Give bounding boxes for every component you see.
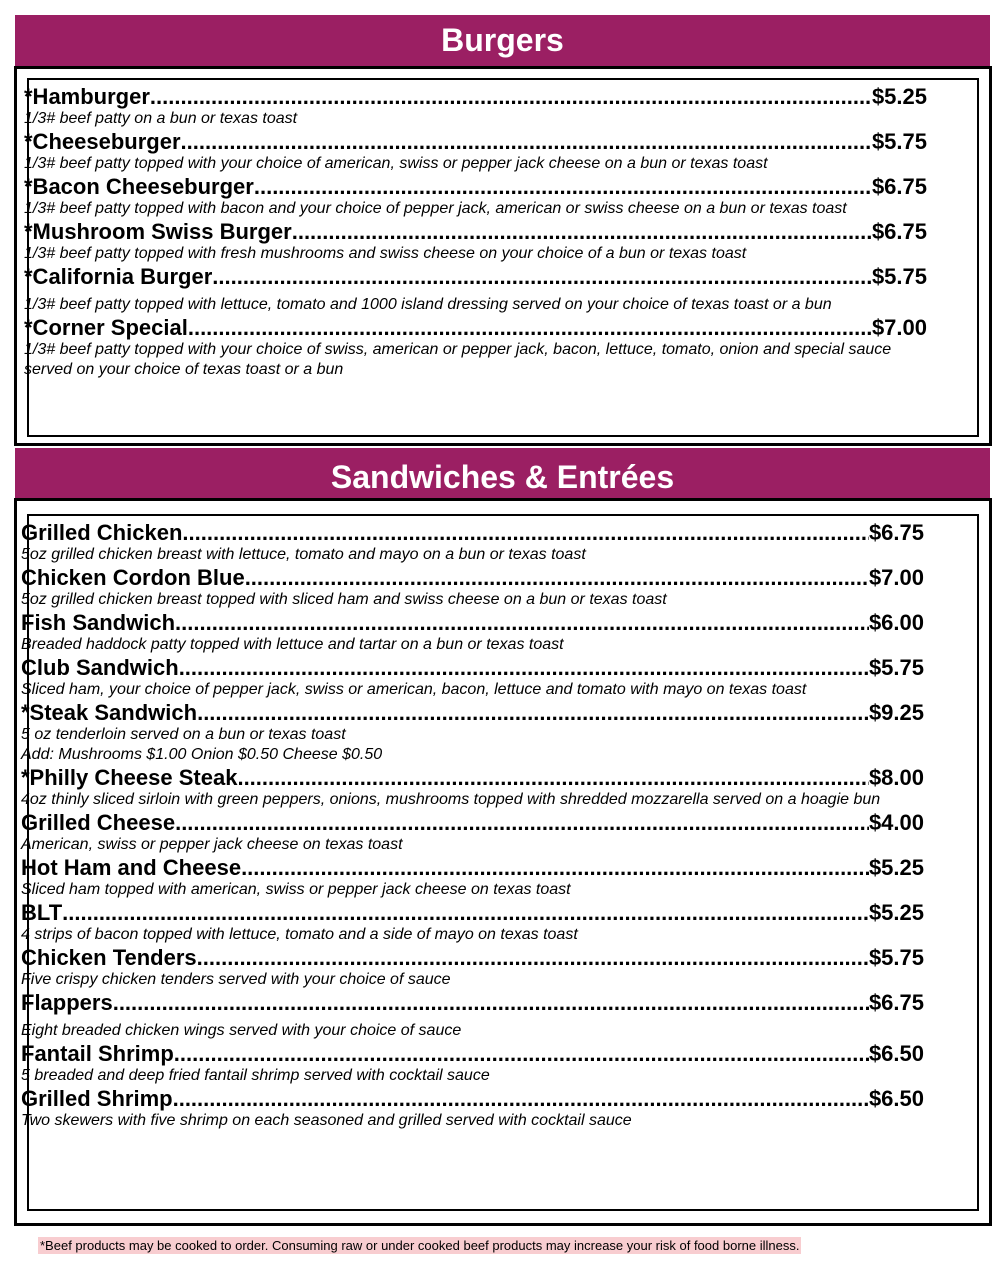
menu-item-name: Grilled Chicken [21, 520, 183, 545]
menu-item-description: Sliced ham topped with american, swiss or pepper jack cheese on texas toast [21, 881, 571, 898]
menu-item-name: *California Burger [24, 264, 213, 289]
menu-item-line [21, 990, 924, 1015]
menu-item-description: Add: Mushrooms $1.00 Onion $0.50 Cheese $0.50 [21, 746, 383, 763]
menu-item [21, 520, 924, 565]
menu-item-description: 4 strips of bacon topped with lettuce, tomato and a side of mayo on texas toast [21, 926, 578, 943]
menu-item-description: 5 oz tenderloin served on a bun or texas toast [21, 726, 346, 743]
menu-item-price: $6.50 [868, 1041, 924, 1066]
menu-item-description: 1/3# beef patty topped with bacon and your choice of pepper jack, american or swiss cheese on a bun or texas toast [24, 200, 847, 217]
menu-item-description: 1/3# beef patty topped with your choice of swiss, american or pepper jack, bacon, lettuce, tomato, onion and special sauce served on your choice of texas toast or a bun [24, 341, 892, 378]
menu-item-line [21, 945, 924, 970]
dot-leader [292, 219, 872, 244]
dot-leader [197, 945, 869, 970]
dot-leader [150, 84, 872, 109]
menu-item-price: $6.75 [868, 520, 924, 545]
dot-leader [175, 810, 869, 835]
dot-leader [245, 565, 869, 590]
menu-item-line [24, 219, 927, 244]
dot-leader [62, 900, 869, 925]
dot-leader [197, 700, 869, 725]
menu-item-name: Grilled Cheese [21, 810, 176, 835]
menu-item-description: 1/3# beef patty on a bun or texas toast [24, 110, 298, 127]
menu-item-line [24, 264, 927, 289]
menu-item-name: Chicken Cordon Blue [21, 565, 245, 590]
menu-item-line [21, 810, 924, 835]
menu-item-price: $8.00 [868, 765, 924, 790]
menu-item-description: 1/3# beef patty topped with fresh mushrooms and swiss cheese on your choice of a bun or texas toast [24, 245, 747, 262]
menu-item-name: *Philly Cheese Steak [21, 765, 238, 790]
menu-item-name: *Mushroom Swiss Burger [24, 219, 292, 244]
menu-item [21, 765, 924, 810]
menu-item-price: $5.25 [871, 84, 927, 109]
menu-item-line [21, 610, 924, 635]
dot-leader [179, 655, 869, 680]
menu-item-name: BLT [21, 900, 63, 925]
menu-item-line [21, 765, 924, 790]
sandwiches-section-header: Sandwiches & Entrées [15, 448, 990, 498]
menu-item-price: $6.00 [868, 610, 924, 635]
menu-item [21, 565, 924, 610]
menu-item-line [24, 84, 927, 109]
menu-item-price: $6.75 [871, 174, 927, 199]
menu-item-description: Breaded haddock patty topped with lettuce and tartar on a bun or texas toast [21, 636, 564, 653]
menu-item-price: $4.00 [868, 810, 924, 835]
menu-item-description: Eight breaded chicken wings served with your choice of sauce [21, 1022, 462, 1039]
menu-item-description: Sliced ham, your choice of pepper jack, swiss or american, bacon, lettuce and tomato with mayo on texas toast [21, 681, 807, 698]
dot-leader [174, 1041, 869, 1066]
menu-item-description: 1/3# beef patty topped with your choice of american, swiss or pepper jack cheese on a bun or texas toast [24, 155, 768, 172]
dot-leader [113, 990, 869, 1015]
menu-item-description: 5 breaded and deep fried fantail shrimp served with cocktail sauce [21, 1067, 490, 1084]
menu-item [24, 84, 927, 129]
menu-item-name: *Hamburger [24, 84, 150, 109]
dot-leader [254, 174, 872, 199]
menu-item-description: Two skewers with five shrimp on each seasoned and grilled served with cocktail sauce [21, 1112, 632, 1129]
menu-item-price: $5.75 [871, 129, 927, 154]
menu-item [24, 129, 927, 174]
menu-item-line [21, 655, 924, 680]
menu-item-name: *Corner Special [24, 315, 188, 340]
dot-leader [237, 765, 868, 790]
menu-item-line [24, 174, 927, 199]
menu-item-price: $6.75 [868, 990, 924, 1015]
menu-item-name: *Steak Sandwich [21, 700, 198, 725]
menu-item-price: $5.75 [871, 264, 927, 289]
allergy-footnote: *Beef products may be cooked to order. Consuming raw or under cooked beef products may increase your risk of food borne illness. [40, 1238, 800, 1253]
menu-item-name: *Bacon Cheeseburger [24, 174, 254, 199]
menu-item-price: $7.00 [868, 565, 924, 590]
menu-item-line [21, 1041, 924, 1066]
menu-item-description: 5oz grilled chicken breast topped with sliced ham and swiss cheese on a bun or texas toast [21, 591, 667, 608]
menu-item [21, 1086, 924, 1131]
dot-leader [188, 315, 872, 340]
menu-item-name: Chicken Tenders [21, 945, 197, 970]
menu-item-description: Five crispy chicken tenders served with your choice of sauce [21, 971, 451, 988]
menu-item-price: $5.75 [868, 655, 924, 680]
menu-item [21, 700, 924, 765]
menu-item-description: 1/3# beef patty topped with lettuce, tomato and 1000 island dressing served on your choice of texas toast or a bun [24, 296, 832, 313]
menu-item-line [21, 520, 924, 545]
dot-leader [175, 610, 869, 635]
menu-item [24, 219, 927, 264]
menu-item-description: 5oz grilled chicken breast with lettuce, tomato and mayo on a bun or texas toast [21, 546, 586, 563]
menu-item-line [21, 700, 924, 725]
menu-item-price: $5.25 [868, 900, 924, 925]
menu-item-name: Fantail Shrimp [21, 1041, 174, 1066]
menu-item [21, 855, 924, 900]
burgers-item-list [24, 84, 927, 380]
menu-item-name: Grilled Shrimp [21, 1086, 173, 1111]
menu-item [21, 655, 924, 700]
menu-item-price: $5.75 [868, 945, 924, 970]
menu-item-name: Flappers [21, 990, 113, 1015]
menu-item [21, 945, 924, 990]
menu-item-price: $6.75 [871, 219, 927, 244]
menu-item-line [24, 129, 927, 154]
menu-item-name: *Cheeseburger [24, 129, 181, 154]
dot-leader [181, 129, 872, 154]
menu-item-name: Fish Sandwich [21, 610, 176, 635]
menu-item [21, 610, 924, 655]
menu-item-line [21, 900, 924, 925]
dot-leader [241, 855, 869, 880]
burgers-menu-box [14, 66, 992, 446]
menu-item [24, 264, 927, 315]
menu-item-price: $9.25 [868, 700, 924, 725]
menu-item-line [21, 565, 924, 590]
sandwiches-item-list [21, 520, 924, 1131]
sandwiches-menu-box [14, 498, 992, 1226]
menu-item-line [21, 1086, 924, 1111]
menu-item-price: $5.25 [868, 855, 924, 880]
menu-item [21, 810, 924, 855]
dot-leader [182, 520, 869, 545]
menu-item [21, 900, 924, 945]
dot-leader [212, 264, 872, 289]
menu-item-price: $7.00 [871, 315, 927, 340]
menu-item [24, 315, 927, 380]
dot-leader [173, 1086, 869, 1111]
menu-item-description: American, swiss or pepper jack cheese on texas toast [21, 836, 403, 853]
menu-item-name: Hot Ham and Cheese [21, 855, 242, 880]
menu-item-line [24, 315, 927, 340]
menu-item-description: 4oz thinly sliced sirloin with green peppers, onions, mushrooms topped with shredded mozzarella served on a hoagie bun [21, 791, 881, 808]
burgers-section-header: Burgers [15, 15, 990, 67]
menu-item-price: $6.50 [868, 1086, 924, 1111]
menu-item [21, 990, 924, 1041]
menu-item [21, 1041, 924, 1086]
menu-item-line [21, 855, 924, 880]
menu-item [24, 174, 927, 219]
menu-item-name: Club Sandwich [21, 655, 179, 680]
